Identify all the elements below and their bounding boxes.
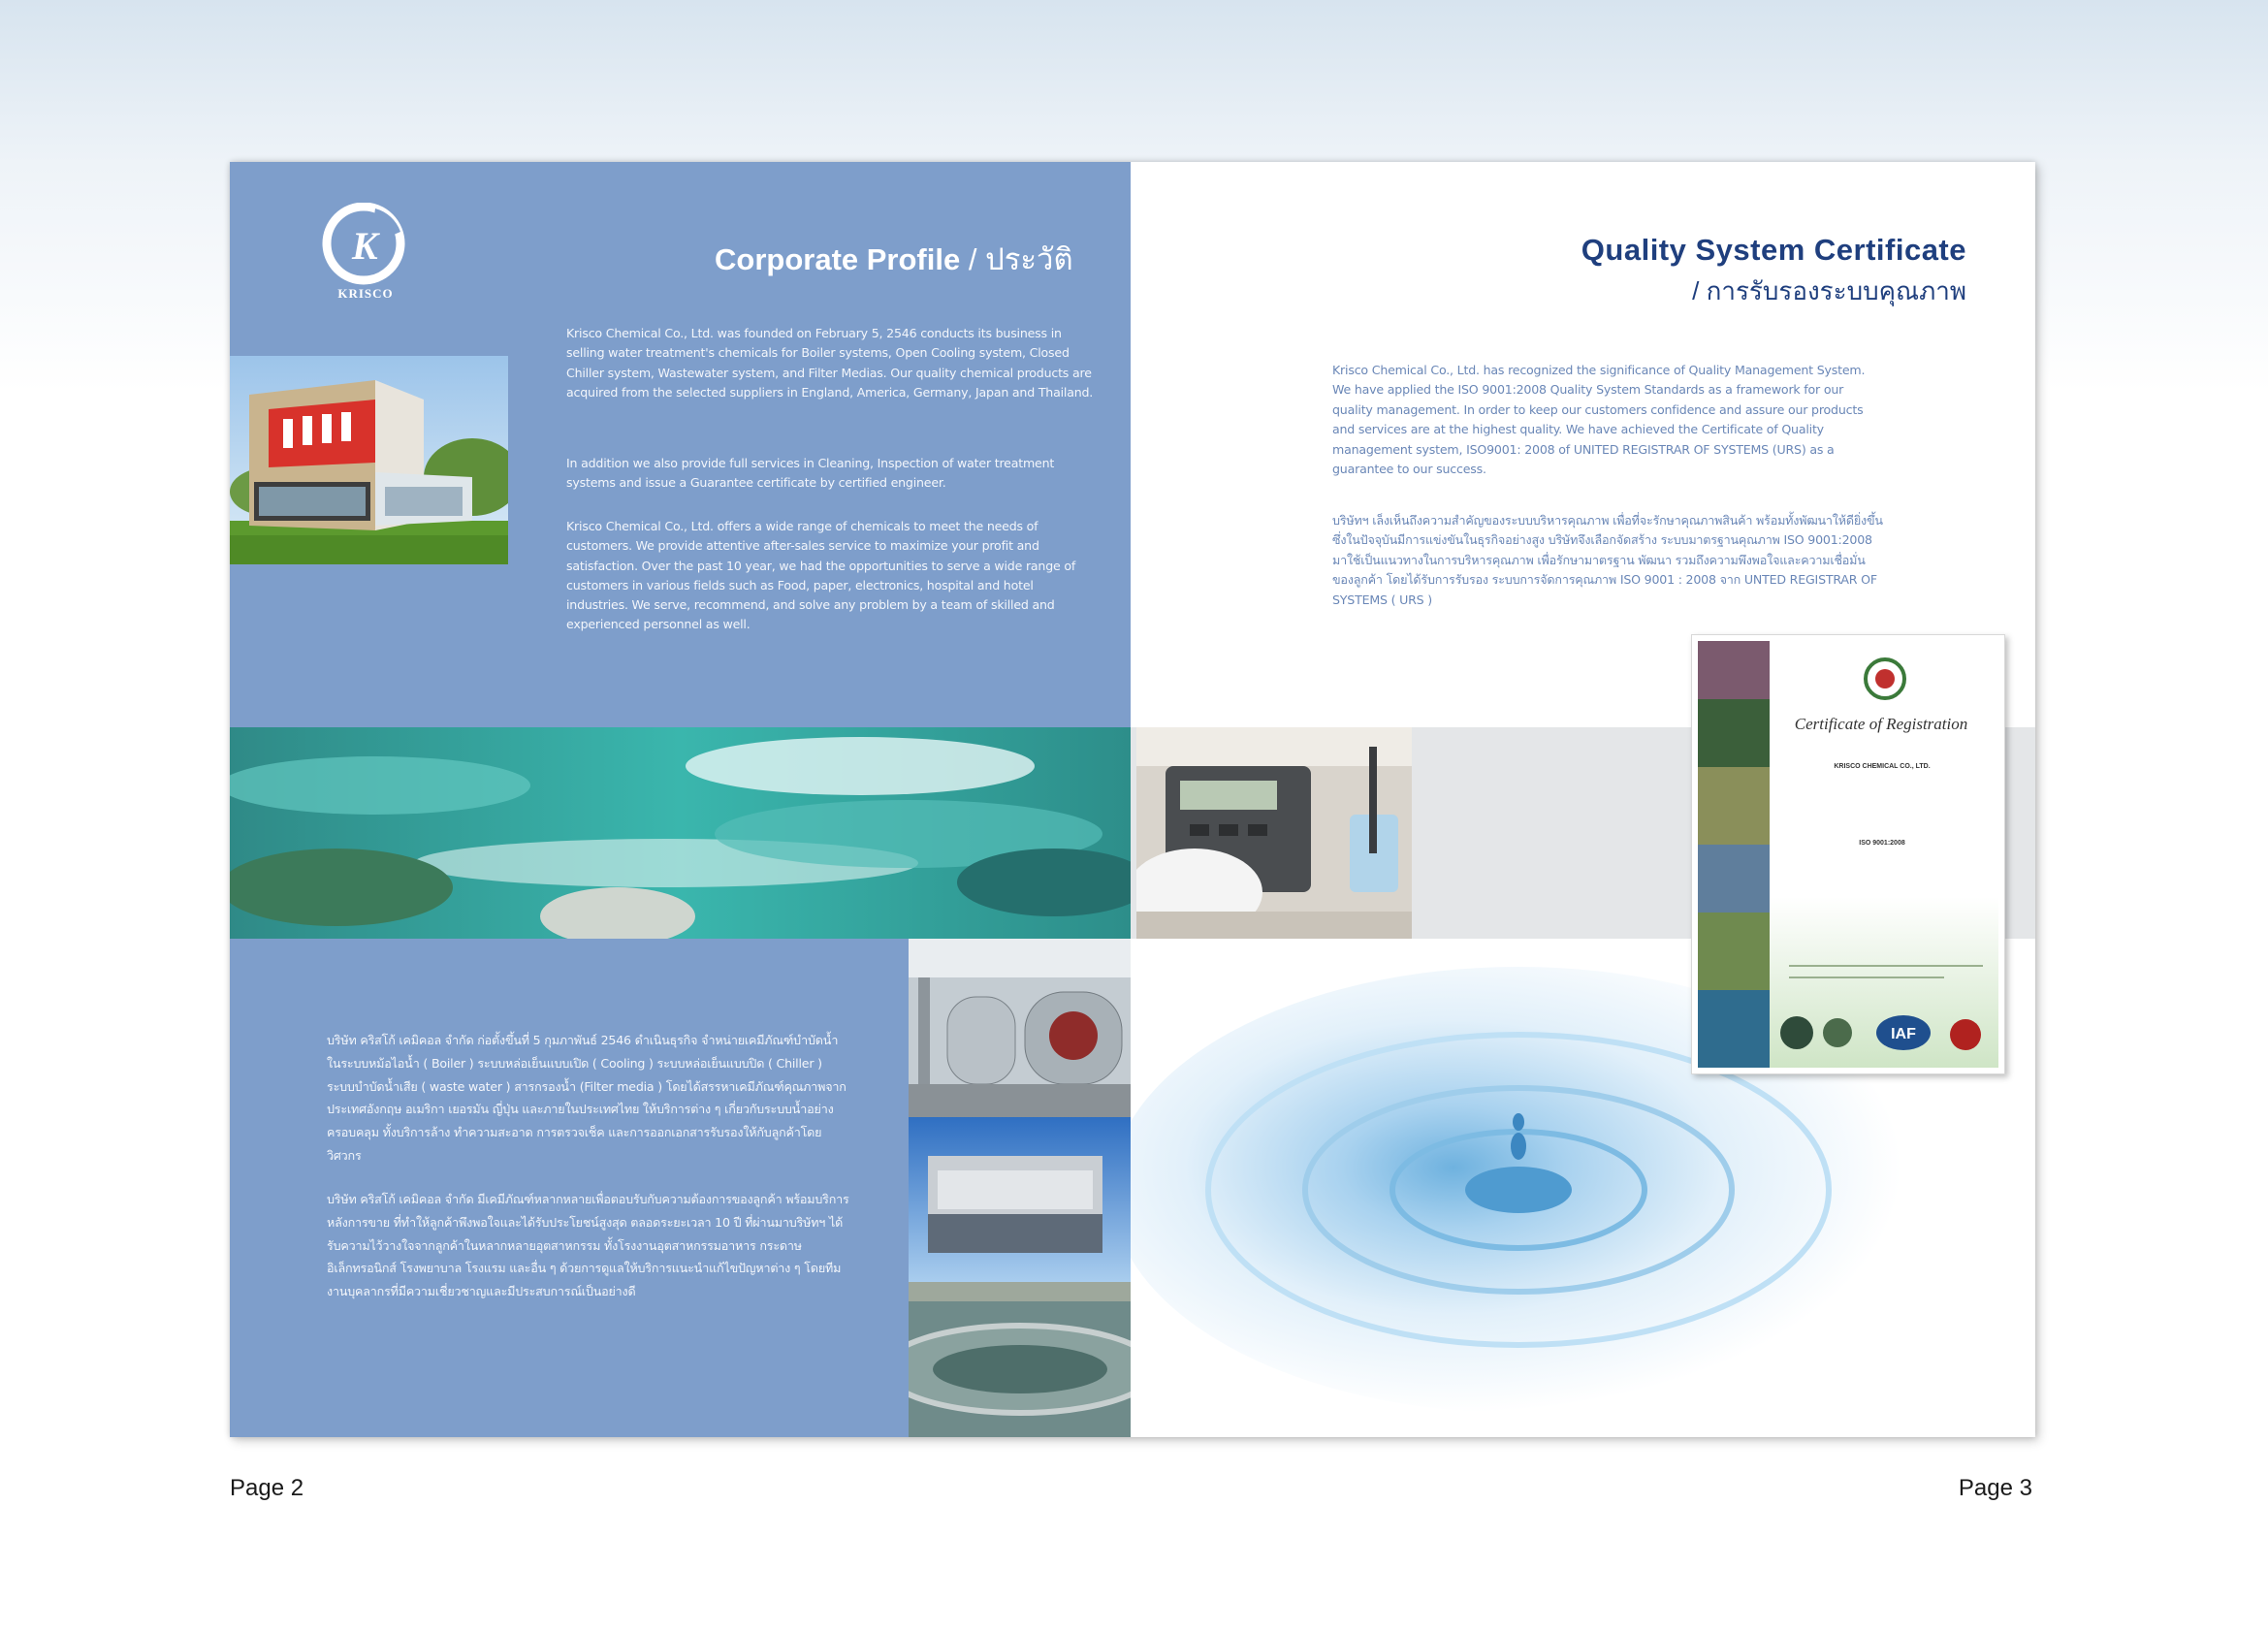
services-paragraph-en: In addition we also provide full services in Cleaning, Inspection of water treatment systems and issue a Guarantee certificate by certified engineer. bbox=[566, 456, 1055, 491]
logo-emblem-icon bbox=[317, 203, 414, 290]
svg-text:IAF: IAF bbox=[1891, 1026, 1916, 1042]
page-number-left: Page 2 bbox=[230, 1475, 304, 1501]
quality-paragraph-en: Krisco Chemical Co., Ltd. has recognized the significance of Quality Management System. We have applied the ISO 9001:2008 Quality System Standards as a framework for our quality management. In order to keep our customers confidence and assure our products and services are at the highest quality. We have achieved the Certificate of Quality management system, ISO9001: 2008 of UNITED REGISTRAR OF SYSTEMS (URS) as a guarantee to our success. bbox=[1332, 363, 1866, 477]
right-page bbox=[1131, 162, 2035, 1437]
title-en: Quality System Certificate bbox=[1581, 233, 1966, 267]
page-title-quality-certificate bbox=[1581, 233, 1966, 311]
certificate-company: KRISCO CHEMICAL CO., LTD. bbox=[1834, 763, 1931, 770]
page-title-corporate-profile bbox=[715, 235, 1073, 283]
brochure-spread bbox=[230, 162, 2035, 1437]
lab-meter-photo bbox=[1136, 727, 1412, 939]
river-water-photo bbox=[230, 727, 1131, 939]
certificate-background bbox=[1692, 635, 2004, 1073]
intro-paragraph-th: บริษัท คริสโก้ เคมิคอล จำกัด ก่อตั้งขึ้นที่ 5 กุมภาพันธ์ 2546 ดำเนินธุรกิจ จำหน่ายเคมีภัณฑ์บำบัดน้ำในระบบหม้อไอน้ำ ( Boiler ) ระบบหล่อเย็นแบบเปิด ( Cooling ) ระบบหล่อเย็นแบบปิด ( Chiller ) ระบบบำบัดน้ำเสีย ( waste water ) สารกรองน้ำ (Filter media ) โดยได้สรรหาเคมีภัณฑ์คุณภาพจากประเทศอังกฤษ อเมริกา เยอรมัน ญี่ปุ่น และภายในประเทศไทย ให้บริการต่าง ๆ เกี่ยวกับระบบน้ำอย่างครอบคลุม ทั้งบริการล้าง ทำความสะอาด การตรวจเช็ค และการออกเอกสารรับรองให้กับลูกค้าโดยวิศวกร bbox=[327, 1033, 847, 1163]
krisco-logo bbox=[317, 203, 414, 309]
title-th: / การรับรองระบบคุณภาพ bbox=[1692, 276, 1966, 305]
page-number-right: Page 3 bbox=[1958, 1475, 2032, 1501]
logo-wordmark: KRISCO bbox=[337, 286, 394, 301]
svg-text:K: K bbox=[352, 224, 378, 268]
customers-paragraph-en: Krisco Chemical Co., Ltd. offers a wide range of chemicals to meet the needs of customers. We provide attentive after-sales service to maximize your profit and satisfaction. Over the past 10 year, we had the opportunities to serve a wide range of customers in various fields such as Food, paper, electronics, hospital and hotel industries. We serve, recommend, and solve any problem by a team of skilled and experienced personnel as well. bbox=[566, 519, 1076, 632]
left-page bbox=[230, 162, 1131, 1437]
title-separator: / bbox=[960, 242, 986, 276]
building-photo bbox=[230, 356, 508, 564]
customers-paragraph-th: บริษัท คริสโก้ เคมิคอล จำกัด มีเคมีภัณฑ์หลากหลายเพื่อตอบรับกับความต้องการของลูกค้า พร้อมบริการหลังการขาย ที่ทำให้ลูกค้าพึงพอใจและได้รับประโยชน์สูงสุด ตลอดระยะเวลา 10 ปี ที่ผ่านมาบริษัทฯ ได้รับความไว้วางใจจากลูกค้าในหลากหลายอุตสาหกรรม ทั้งโรงงานอุตสาหกรรมอาหาร กระดาษ อิเล็กทรอนิกส์ โรงพยาบาล โรงแรม และอื่น ๆ ด้วยการดูแลให้บริการแนะนำแก้ไขปัญหาต่าง ๆ โดยทีมงานบุคลากรที่มีความเชี่ยวชาญและมีประสบการณ์เป็นอย่างดี bbox=[327, 1192, 849, 1299]
boiler-room-photo bbox=[909, 939, 1131, 1117]
quality-paragraph-th: บริษัทฯ เล็งเห็นถึงความสำคัญของระบบบริหารคุณภาพ เพื่อที่จะรักษาคุณภาพสินค้า พร้อมทั้งพัฒนาให้ดียิ่งขึ้น ซึ่งในปัจจุบันมีการแข่งขันในธุรกิจอย่างสูง บริษัทจึงเลือกจัดสร้าง ระบบมาตรฐานคุณภาพ ISO 9001:2008 มาใช้เป็นแนวทางในการบริหารคุณภาพ เพื่อรักษามาตรฐาน พัฒนา รวมถึงความพึงพอใจและความเชื่อมั่นของลูกค้า โดยได้รับการรับรอง ระบบการจัดการคุณภาพ ISO 9001 : 2008 จาก UNTED REGISTRAR OF SYSTEMS ( URS ) bbox=[1332, 513, 1883, 607]
cooling-tower-photo bbox=[909, 1117, 1131, 1437]
certificate-iso-standard: ISO 9001:2008 bbox=[1859, 840, 1905, 847]
registration-certificate bbox=[1691, 634, 2005, 1074]
title-en: Corporate Profile bbox=[715, 242, 961, 276]
certificate-title: Certificate of Registration bbox=[1794, 715, 1968, 733]
intro-paragraph-en: Krisco Chemical Co., Ltd. was founded on February 5, 2546 conducts its business in selling water treatment's chemicals for Boiler systems, Open Cooling system, Closed Chiller system, Wastewater system, and Filter Medias. Our quality chemical products are acquired from the selected suppliers in England, America, Germany, Japan and Thailand. bbox=[566, 326, 1094, 400]
title-th: ประวัติ bbox=[985, 242, 1073, 276]
